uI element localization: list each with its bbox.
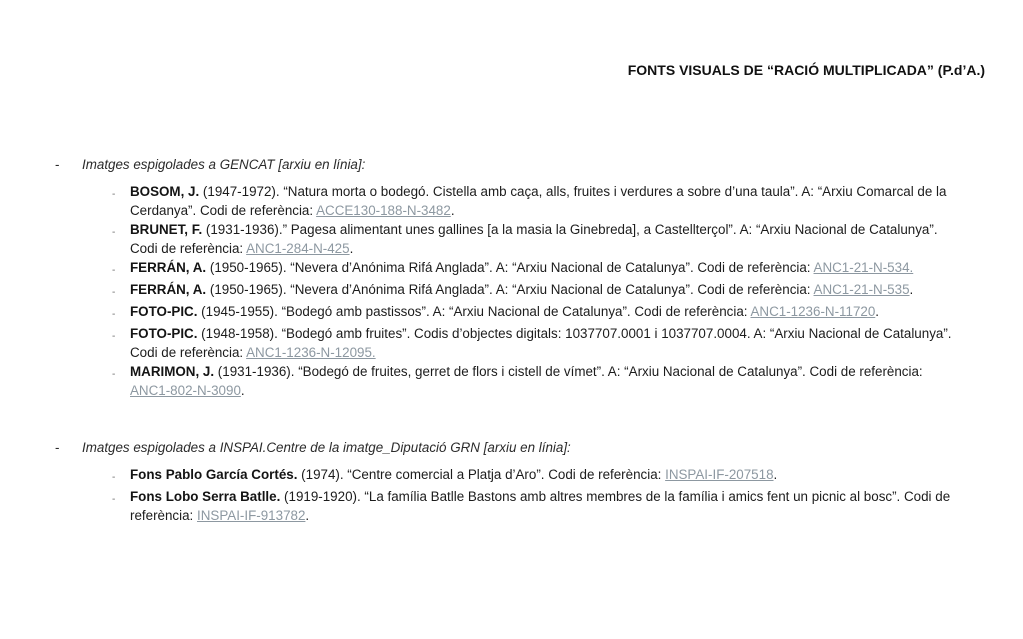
section-heading-row (55, 155, 970, 174)
section-heading: Imatges espigolades a GENCAT [arxiu en línia]: (82, 157, 366, 172)
reference-text (130, 258, 963, 280)
reference-link[interactable]: ANC1-21-N-534. (813, 260, 914, 275)
text-run: . (875, 304, 880, 319)
author-name: MARIMON, J. (130, 364, 218, 379)
text-run: (1948-1958). “Bodegó amb fruites”. Codis d’objectes digitals: 1037707.0001 i 1037707.0004. A: “Arxiu Nacional de Catalunya”. Codi de referència: (130, 326, 952, 360)
reference-link[interactable]: ANC1-1236-N-11720 (750, 304, 876, 319)
author-name: BRUNET, F. (130, 222, 206, 237)
reference-text (130, 182, 963, 220)
section (55, 155, 970, 400)
reference-sections (55, 155, 970, 525)
author-name: FERRÁN, A. (130, 282, 210, 297)
text-run: (1931-1936). “Bodegó de fruites, gerret de flors i cistell de vímet”. A: “Arxiu Nacional de Catalunya”. Codi de referència: (217, 364, 923, 379)
reference-link[interactable]: ANC1-284-N-425 (246, 241, 350, 256)
reference-item (112, 465, 970, 487)
reference-item (112, 182, 970, 220)
reference-text (130, 324, 963, 362)
text-run: (1947-1972). “Natura morta o bodegó. Cistella amb caça, alls, fruites i verdures a sobre d’una taula”. A: “Arxiu Comarcal de la Cerdanya”. Codi de referència: (130, 184, 947, 218)
author-name: Fons Lobo Serra Batlle. (130, 489, 285, 504)
author-name: FOTO-PIC. (130, 326, 202, 341)
author-name: FOTO-PIC. (130, 304, 202, 319)
author-name: BOSOM, J. (130, 184, 203, 199)
text-run: . (773, 467, 778, 482)
reference-link[interactable]: INSPAI-IF-207518 (665, 467, 774, 482)
text-run: (1974). “Centre comercial a Platja d’Aro”. Codi de referència: (301, 467, 666, 482)
author-name: Fons Pablo García Cortés. (130, 467, 302, 482)
reference-link[interactable]: INSPAI-IF-913782 (197, 508, 306, 523)
text-run: . (305, 508, 310, 523)
reference-text (130, 220, 963, 258)
text-run: . (450, 203, 455, 218)
text-run: . (909, 282, 914, 297)
text-run: . (349, 241, 354, 256)
text-run: (1950-1965). “Nevera d’Anónima Rifá Anglada”. A: “Arxiu Nacional de Catalunya”. Codi de referència: (209, 282, 814, 297)
author-name: FERRÁN, A. (130, 260, 210, 275)
reference-item (112, 302, 970, 324)
section (55, 438, 970, 525)
item-bullet: - (112, 331, 116, 342)
reference-item (112, 280, 970, 302)
page-title: FONTS VISUALS DE “RACIÓ MULTIPLICADA” (P.d’A.) (627, 62, 985, 78)
reference-link[interactable]: ANC1-21-N-535 (813, 282, 910, 297)
reference-link[interactable]: ANC1-802-N-3090 (130, 383, 241, 398)
reference-item (112, 258, 970, 280)
text-run: . (240, 383, 245, 398)
item-bullet: - (112, 265, 116, 276)
item-bullet: - (112, 287, 116, 298)
reference-text (130, 280, 963, 302)
reference-link[interactable]: ACCE130-188-N-3482 (316, 203, 451, 218)
text-run: (1919-1920). “La família Batlle Bastons amb altres membres de la família i amics fent un picnic al bosc”. Codi de referència: (130, 489, 951, 523)
reference-item (112, 324, 970, 362)
reference-text (130, 302, 963, 324)
reference-item (112, 487, 970, 525)
text-run: (1950-1965). “Nevera d’Anónima Rifá Anglada”. A: “Arxiu Nacional de Catalunya”. Codi de referència: (209, 260, 814, 275)
text-run: (1931-1936).” Pagesa alimentant unes gallines [a la masia la Ginebreda], a Castellterçol”. A: “Arxiu Nacional de Catalunya”. Codi de referència: (130, 222, 938, 256)
reference-text (130, 465, 963, 487)
section-bullet: - (55, 157, 60, 172)
section-heading: Imatges espigolades a INSPAI.Centre de la imatge_Diputació GRN [arxiu en línia]: (82, 440, 571, 455)
reference-item (112, 220, 970, 258)
text-run: (1945-1955). “Bodegó amb pastissos”. A: “Arxiu Nacional de Catalunya”. Codi de referència: (201, 304, 751, 319)
item-bullet: - (112, 369, 116, 380)
item-bullet: - (112, 494, 116, 505)
item-bullet: - (112, 227, 116, 238)
reference-link[interactable]: ANC1-1236-N-12095. (246, 345, 376, 360)
item-bullet: - (112, 189, 116, 200)
item-bullet: - (112, 472, 116, 483)
reference-item (112, 362, 970, 400)
reference-text (130, 487, 963, 525)
section-bullet: - (55, 440, 60, 455)
section-heading-row (55, 438, 970, 457)
item-bullet: - (112, 309, 116, 320)
reference-text (130, 362, 963, 400)
